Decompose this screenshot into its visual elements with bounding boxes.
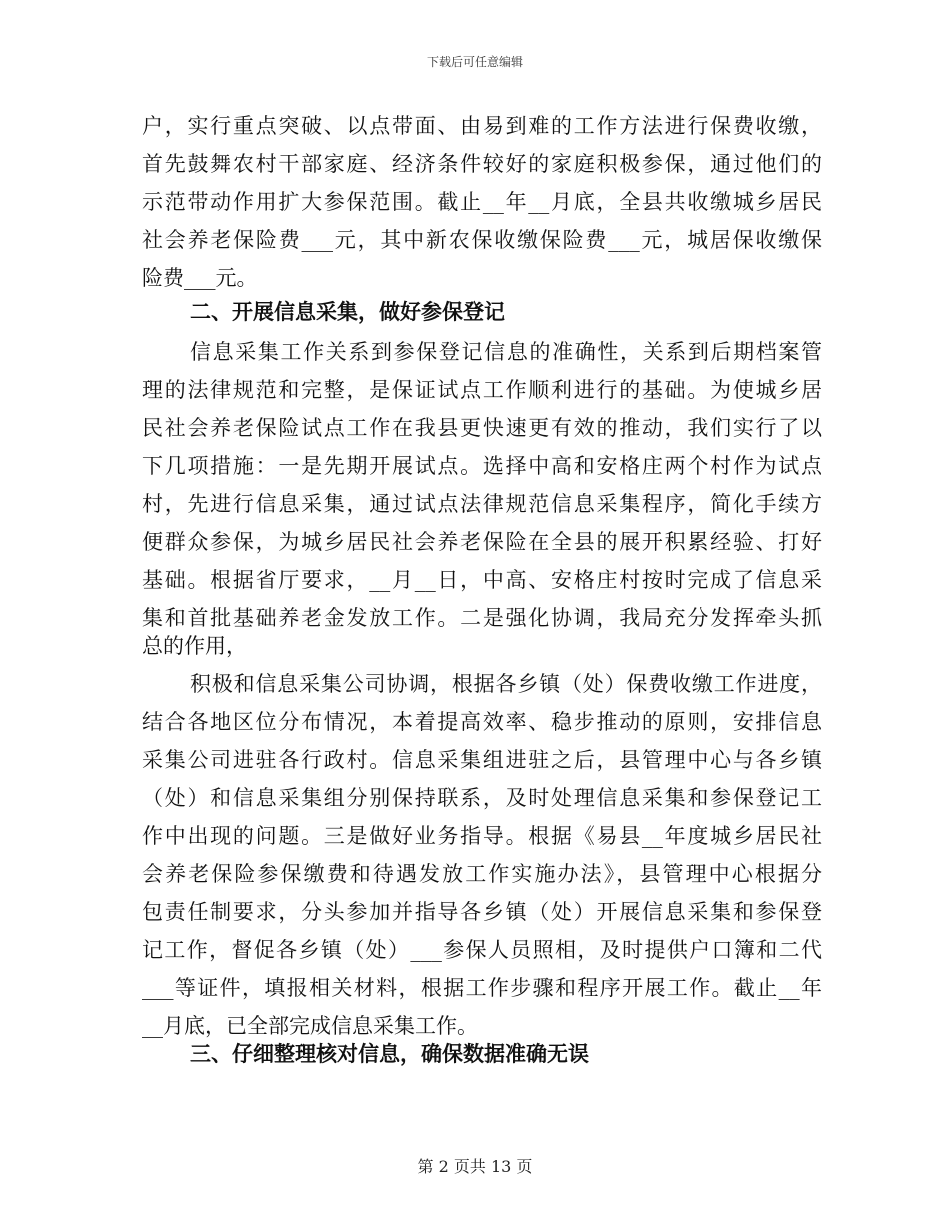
body-text-line: 包责任制要求，分头参加并指导各乡镇（处）开展信息采集和参保登	[142, 900, 822, 924]
body-text-line: 作中出现的问题。三是做好业务指导。根据《易县__年度城乡居民社	[142, 824, 822, 848]
body-text-line: 下几项措施：一是先期开展试点。选择中高和安格庄两个村作为试点	[142, 454, 822, 478]
page-number: 第 2 页共 13 页	[417, 1157, 533, 1176]
body-text-line: 集和首批基础养老金发放工作。二是强化协调，我局充分发挥牵头抓	[142, 606, 822, 630]
body-text-line: 险费___元。	[142, 266, 258, 290]
body-text-line: 信息采集工作关系到参保登记信息的准确性，关系到后期档案管	[190, 340, 822, 364]
body-text-line: 便群众参保，为城乡居民社会养老保险在全县的展开积累经验、打好	[142, 530, 822, 554]
body-text-line: 积极和信息采集公司协调，根据各乡镇（处）保费收缴工作进度，	[190, 672, 822, 696]
body-text-line: 基础。根据省厅要求，__月__日，中高、安格庄村按时完成了信息采	[142, 568, 822, 592]
body-text-line: 户，实行重点突破、以点带面、由易到难的工作方法进行保费收缴，	[142, 114, 822, 138]
body-text-line: __月底，已全部完成信息采集工作。	[142, 1014, 478, 1038]
body-text-line: （处）和信息采集组分别保持联系，及时处理信息采集和参保登记工	[142, 786, 822, 810]
body-text-line: 社会养老保险费___元，其中新农保收缴保险费___元，城居保收缴保	[142, 228, 822, 252]
body-text-line: 会养老保险参保缴费和待遇发放工作实施办法》，县管理中心根据分	[142, 862, 822, 886]
body-text-line: 结合各地区位分布情况，本着提高效率、稳步推动的原则，安排信息	[142, 710, 822, 734]
body-text-line: 村，先进行信息采集，通过试点法律规范信息采集程序，简化手续方	[142, 492, 822, 516]
body-text-line: 理的法律规范和完整，是保证试点工作顺利进行的基础。为使城乡居	[142, 378, 822, 402]
body-text-line: 民社会养老保险试点工作在我县更快速更有效的推动，我们实行了以	[142, 416, 822, 440]
body-text-line: 首先鼓舞农村干部家庭、经济条件较好的家庭积极参保，通过他们的	[142, 152, 822, 176]
section-heading: 三、仔细整理核对信息，确保数据准确无误	[190, 1041, 589, 1066]
body-text-line: ___等证件，填报相关材料，根据工作步骤和程序开展工作。截止__年	[142, 976, 822, 1000]
section-heading: 二、开展信息采集，做好参保登记	[190, 299, 505, 324]
body-text-line: 示范带动作用扩大参保范围。截止__年__月底，全县共收缴城乡居民	[142, 190, 822, 214]
body-text-line: 记工作，督促各乡镇（处）___参保人员照相，及时提供户口簿和二代	[142, 938, 822, 962]
body-text-line: 采集公司进驻各行政村。信息采集组进驻之后，县管理中心与各乡镇	[142, 748, 822, 772]
body-text-line: 总的作用，	[142, 634, 247, 658]
page-header: 下载后可任意编辑	[426, 55, 523, 69]
